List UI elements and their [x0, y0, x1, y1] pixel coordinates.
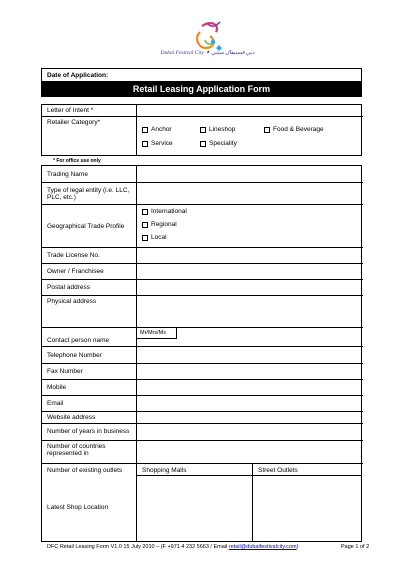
contact-row[interactable] — [42, 328, 363, 347]
checkbox-box[interactable] — [142, 209, 148, 215]
contact-label: Contact person name — [42, 328, 137, 346]
outlets-row — [42, 464, 363, 541]
checkbox-box[interactable] — [200, 127, 206, 133]
checkbox-box[interactable] — [142, 127, 148, 133]
retailer-category-label: Retailer Category* — [42, 117, 137, 155]
page-number: Page 1 of 2 — [341, 544, 370, 550]
brand-name: Dubai Festival City ✦ دبي فستيفال سيتي — [160, 50, 255, 56]
telephone-row[interactable] — [42, 347, 363, 364]
speciality-checkbox[interactable]: Speciality — [200, 140, 237, 147]
outlets-label: Number of existing outlets — [47, 467, 123, 474]
telephone-label: Telephone Number — [42, 347, 137, 363]
owner-row[interactable] — [42, 264, 363, 280]
office-use-note: * For office use only — [53, 158, 101, 164]
trade-license-label: Trade License No. — [42, 248, 137, 263]
legal-entity-row[interactable] — [42, 183, 363, 205]
details-table — [41, 165, 362, 542]
countries-label: Number of countries represented in — [42, 441, 137, 463]
letter-of-intent-label: Letter of Intent * — [42, 105, 137, 116]
years-label: Number of years in business — [42, 424, 137, 440]
shopping-malls-cell[interactable] — [137, 464, 253, 541]
email-label: Email — [42, 396, 137, 411]
owner-label: Owner / Franchisee — [42, 264, 137, 279]
regional-checkbox[interactable]: Regional — [142, 221, 177, 228]
postal-row[interactable] — [42, 280, 363, 296]
fax-row[interactable] — [42, 364, 363, 380]
dubai-festival-city-logo — [150, 18, 265, 66]
service-checkbox[interactable]: Service — [142, 140, 173, 147]
footer-note: DFC Retail Leasing Form V1.0 15 July 2010 – (F +971 4 232 5663 / Email retail@dubaifestivalcity.com) — [47, 544, 299, 550]
international-checkbox[interactable]: International — [142, 208, 187, 215]
legal-entity-label: Type of legal entity (i.e. LLC, PLC, etc.) — [42, 183, 137, 204]
trading-name-row[interactable] — [42, 166, 363, 183]
checkbox-box[interactable] — [200, 141, 206, 147]
website-label: Website address — [42, 412, 137, 423]
physical-row[interactable] — [42, 296, 363, 328]
email-link[interactable]: retail@dubaifestivalcity.com — [228, 544, 297, 550]
physical-label: Physical address — [42, 296, 137, 327]
geo-profile-label: Geographical Trade Profile — [42, 205, 137, 247]
email-row[interactable] — [42, 396, 363, 412]
checkbox-box[interactable] — [142, 141, 148, 147]
geo-profile-row — [42, 205, 363, 248]
years-row[interactable] — [42, 424, 363, 441]
latest-location-label: Latest Shop Location — [47, 504, 109, 511]
lineshop-checkbox[interactable]: Lineshop — [200, 126, 235, 133]
postal-label: Postal address — [42, 280, 137, 295]
date-of-application-label: Date of Application: — [42, 69, 361, 82]
fax-label: Fax Number — [42, 364, 137, 379]
anchor-checkbox[interactable]: Anchor — [142, 126, 172, 133]
street-outlets-label: Street Outlets — [253, 464, 361, 476]
form-title: Retail Leasing Application Form — [42, 82, 361, 96]
shopping-malls-label: Shopping Malls — [137, 464, 252, 476]
category-section — [41, 104, 362, 156]
trading-name-label: Trading Name — [42, 166, 137, 182]
checkbox-box[interactable] — [264, 127, 270, 133]
website-row[interactable] — [42, 412, 363, 424]
checkbox-box[interactable] — [142, 222, 148, 228]
outlets-label-cell — [42, 464, 137, 541]
trade-license-row[interactable] — [42, 248, 363, 264]
form-header — [41, 68, 362, 97]
local-checkbox[interactable]: Local — [142, 234, 167, 241]
street-outlets-cell[interactable] — [253, 464, 361, 541]
food-beverage-checkbox[interactable]: Food & Beverage — [264, 126, 324, 133]
mobile-label: Mobile — [42, 380, 137, 395]
mobile-row[interactable] — [42, 380, 363, 396]
salutation-field[interactable]: Mr/Mrs/Ms — [137, 328, 177, 339]
letter-of-intent-row — [42, 105, 363, 117]
countries-row[interactable] — [42, 441, 363, 464]
checkbox-box[interactable] — [142, 235, 148, 241]
retailer-category-row — [42, 117, 363, 155]
